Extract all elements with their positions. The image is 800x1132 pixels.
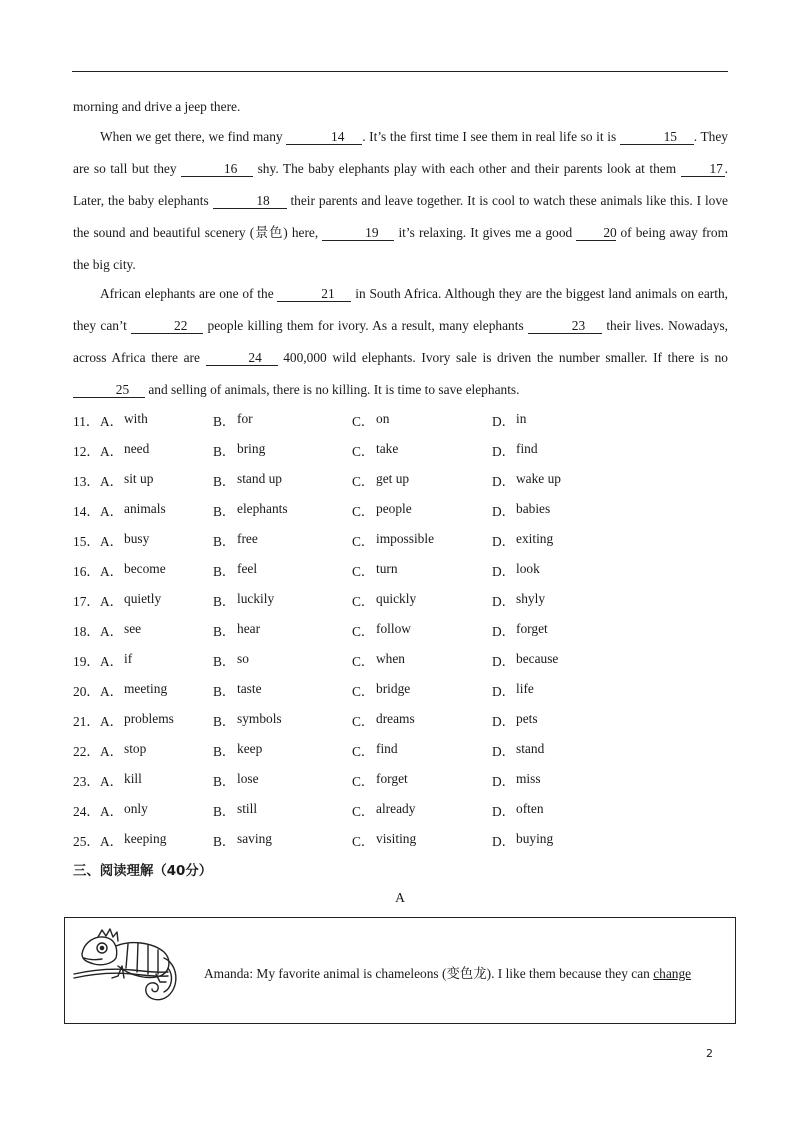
option-d: D． look xyxy=(492,560,540,579)
option-d: D． find xyxy=(492,440,538,459)
option-b: B． stand up xyxy=(213,470,283,489)
option-c: C． quickly xyxy=(352,590,417,609)
text-segment: of being away from the big city. xyxy=(73,225,728,272)
blank-25: 25 xyxy=(73,383,145,398)
option-c: C． impossible xyxy=(352,530,435,549)
option-row xyxy=(73,795,633,825)
option-a: A． see xyxy=(100,620,142,639)
blank-19: 19 xyxy=(322,226,394,241)
text-segment: . They are so tall but they xyxy=(73,129,728,176)
option-b: B． luckily xyxy=(213,590,275,609)
option-c: C． people xyxy=(352,500,412,519)
option-c: C． take xyxy=(352,440,399,459)
option-row xyxy=(73,555,633,585)
question-number: 24． xyxy=(73,803,100,819)
blank-24: 24 xyxy=(206,351,278,366)
option-c: C． visiting xyxy=(352,830,417,849)
underlined-word: change xyxy=(653,966,692,981)
question-number: 13． xyxy=(73,473,100,489)
question-number: 12． xyxy=(73,443,100,459)
option-row xyxy=(73,645,633,675)
section-title: 三、阅读理解（40分） xyxy=(73,864,213,879)
option-row xyxy=(73,705,633,735)
option-c: C． forget xyxy=(352,770,408,789)
option-b: B． keep xyxy=(213,740,263,759)
text-segment: people killing them for ivory. As a result, many elephants xyxy=(203,318,528,333)
option-a: A． if xyxy=(100,650,133,669)
text-segment: in South Africa. Although they are the biggest land animals on earth, they can’t xyxy=(73,286,728,333)
option-row xyxy=(73,675,633,705)
option-c: C． get up xyxy=(352,470,410,489)
option-b: B． taste xyxy=(213,680,262,699)
question-number: 21． xyxy=(73,713,100,729)
option-b: B． saving xyxy=(213,830,272,849)
option-d: D． exiting xyxy=(492,530,554,549)
blank-23: 23 xyxy=(528,319,602,334)
question-number: 14． xyxy=(73,503,100,519)
option-c: C． on xyxy=(352,410,390,429)
question-number: 25． xyxy=(73,833,100,849)
option-c: C． bridge xyxy=(352,680,411,699)
option-d: D． wake up xyxy=(492,470,561,489)
text-segment: it’s relaxing. It gives me a good xyxy=(394,225,577,240)
option-a: A． keeping xyxy=(100,830,167,849)
paragraph-text: morning and drive a jeep there. xyxy=(73,99,241,114)
option-b: B． elephants xyxy=(213,500,288,519)
text-segment: and selling of animals, there is no killing. It is time to save elephants. xyxy=(145,382,520,397)
question-number: 18． xyxy=(73,623,100,639)
question-number: 22． xyxy=(73,743,100,759)
text-segment: their parents and leave together. It is cool to watch these animals like this. I love the sound and beautiful scenery (景色) here, xyxy=(73,193,728,240)
blank-16: 16 xyxy=(181,162,253,177)
answer-options xyxy=(73,405,633,855)
option-b: B． still xyxy=(213,800,258,819)
option-b: B． bring xyxy=(213,440,266,459)
passage-line xyxy=(204,963,691,982)
option-b: B． feel xyxy=(213,560,258,579)
question-number: 17． xyxy=(73,593,100,609)
paragraph-continuation xyxy=(73,91,728,123)
text-segment: their lives. Nowadays, across Africa there are xyxy=(73,318,728,365)
option-a: A． kill xyxy=(100,770,142,789)
option-d: D． forget xyxy=(492,620,548,639)
option-row xyxy=(73,435,633,465)
option-a: A． quietly xyxy=(100,590,162,609)
text-segment: African elephants are one of the xyxy=(100,286,278,301)
option-c: C． turn xyxy=(352,560,398,579)
option-row xyxy=(73,585,633,615)
option-d: D． often xyxy=(492,800,544,819)
option-d: D． buying xyxy=(492,830,554,849)
option-b: B． symbols xyxy=(213,710,282,729)
question-number: 23． xyxy=(73,773,100,789)
option-row xyxy=(73,465,633,495)
paragraph-elephant-visit xyxy=(73,121,728,281)
option-d: D． shyly xyxy=(492,590,546,609)
option-b: B． lose xyxy=(213,770,259,789)
option-row xyxy=(73,735,633,765)
option-c: C． when xyxy=(352,650,406,669)
text-segment: . Later, the baby elephants xyxy=(73,161,729,208)
option-row xyxy=(73,825,633,855)
option-row xyxy=(73,615,633,645)
option-a: A． meeting xyxy=(100,680,168,699)
blank-14: 14 xyxy=(286,130,362,145)
question-number: 16． xyxy=(73,563,100,579)
chameleon-icon xyxy=(72,924,182,1018)
blank-17: 17 xyxy=(681,162,725,177)
blank-20: 20 xyxy=(576,226,616,241)
option-row xyxy=(73,405,633,435)
option-a: A． become xyxy=(100,560,166,579)
option-a: A． sit up xyxy=(100,470,154,489)
header-rule xyxy=(72,71,728,72)
option-b: B． so xyxy=(213,650,249,669)
option-c: C． already xyxy=(352,800,416,819)
option-c: C． find xyxy=(352,740,398,759)
option-c: C． follow xyxy=(352,620,411,639)
text-segment: When we get there, we find many xyxy=(100,129,287,144)
paragraph-african-elephants xyxy=(73,278,728,406)
option-d: D． pets xyxy=(492,710,538,729)
option-a: A． only xyxy=(100,800,148,819)
option-d: D． miss xyxy=(492,770,541,789)
blank-21: 21 xyxy=(277,287,351,302)
option-a: A． problems xyxy=(100,710,174,729)
passage-text: Amanda: My favorite animal is chameleons (变色龙). I like them because they can xyxy=(204,966,654,981)
blank-22: 22 xyxy=(131,319,203,334)
question-number: 20． xyxy=(73,683,100,699)
option-a: A． with xyxy=(100,410,148,429)
blank-15: 15 xyxy=(620,130,694,145)
option-b: B． hear xyxy=(213,620,261,639)
text-segment: shy. The baby elephants play with each other and their parents look at them xyxy=(253,161,681,176)
option-a: A． stop xyxy=(100,740,147,759)
option-a: A． need xyxy=(100,440,150,459)
option-c: C． dreams xyxy=(352,710,415,729)
passage-label: A xyxy=(395,890,405,905)
option-d: D． babies xyxy=(492,500,551,519)
question-number: 15． xyxy=(73,533,100,549)
option-a: A． animals xyxy=(100,500,166,519)
blank-18: 18 xyxy=(213,194,287,209)
option-a: A． busy xyxy=(100,530,150,549)
question-number: 11． xyxy=(73,413,100,429)
text-segment: 400,000 wild elephants. Ivory sale is driven the number smaller. If there is no xyxy=(277,350,728,365)
option-d: D． stand xyxy=(492,740,545,759)
option-b: B． for xyxy=(213,410,253,429)
option-row xyxy=(73,525,633,555)
option-d: D． life xyxy=(492,680,534,699)
option-b: B． free xyxy=(213,530,258,549)
question-number: 19． xyxy=(73,653,100,669)
option-d: D． in xyxy=(492,410,527,429)
page-number: 2 xyxy=(706,1047,713,1060)
option-row xyxy=(73,765,633,795)
option-row xyxy=(73,495,633,525)
option-d: D． because xyxy=(492,650,559,669)
text-segment: . It’s the first time I see them in real life so it is xyxy=(362,129,620,144)
